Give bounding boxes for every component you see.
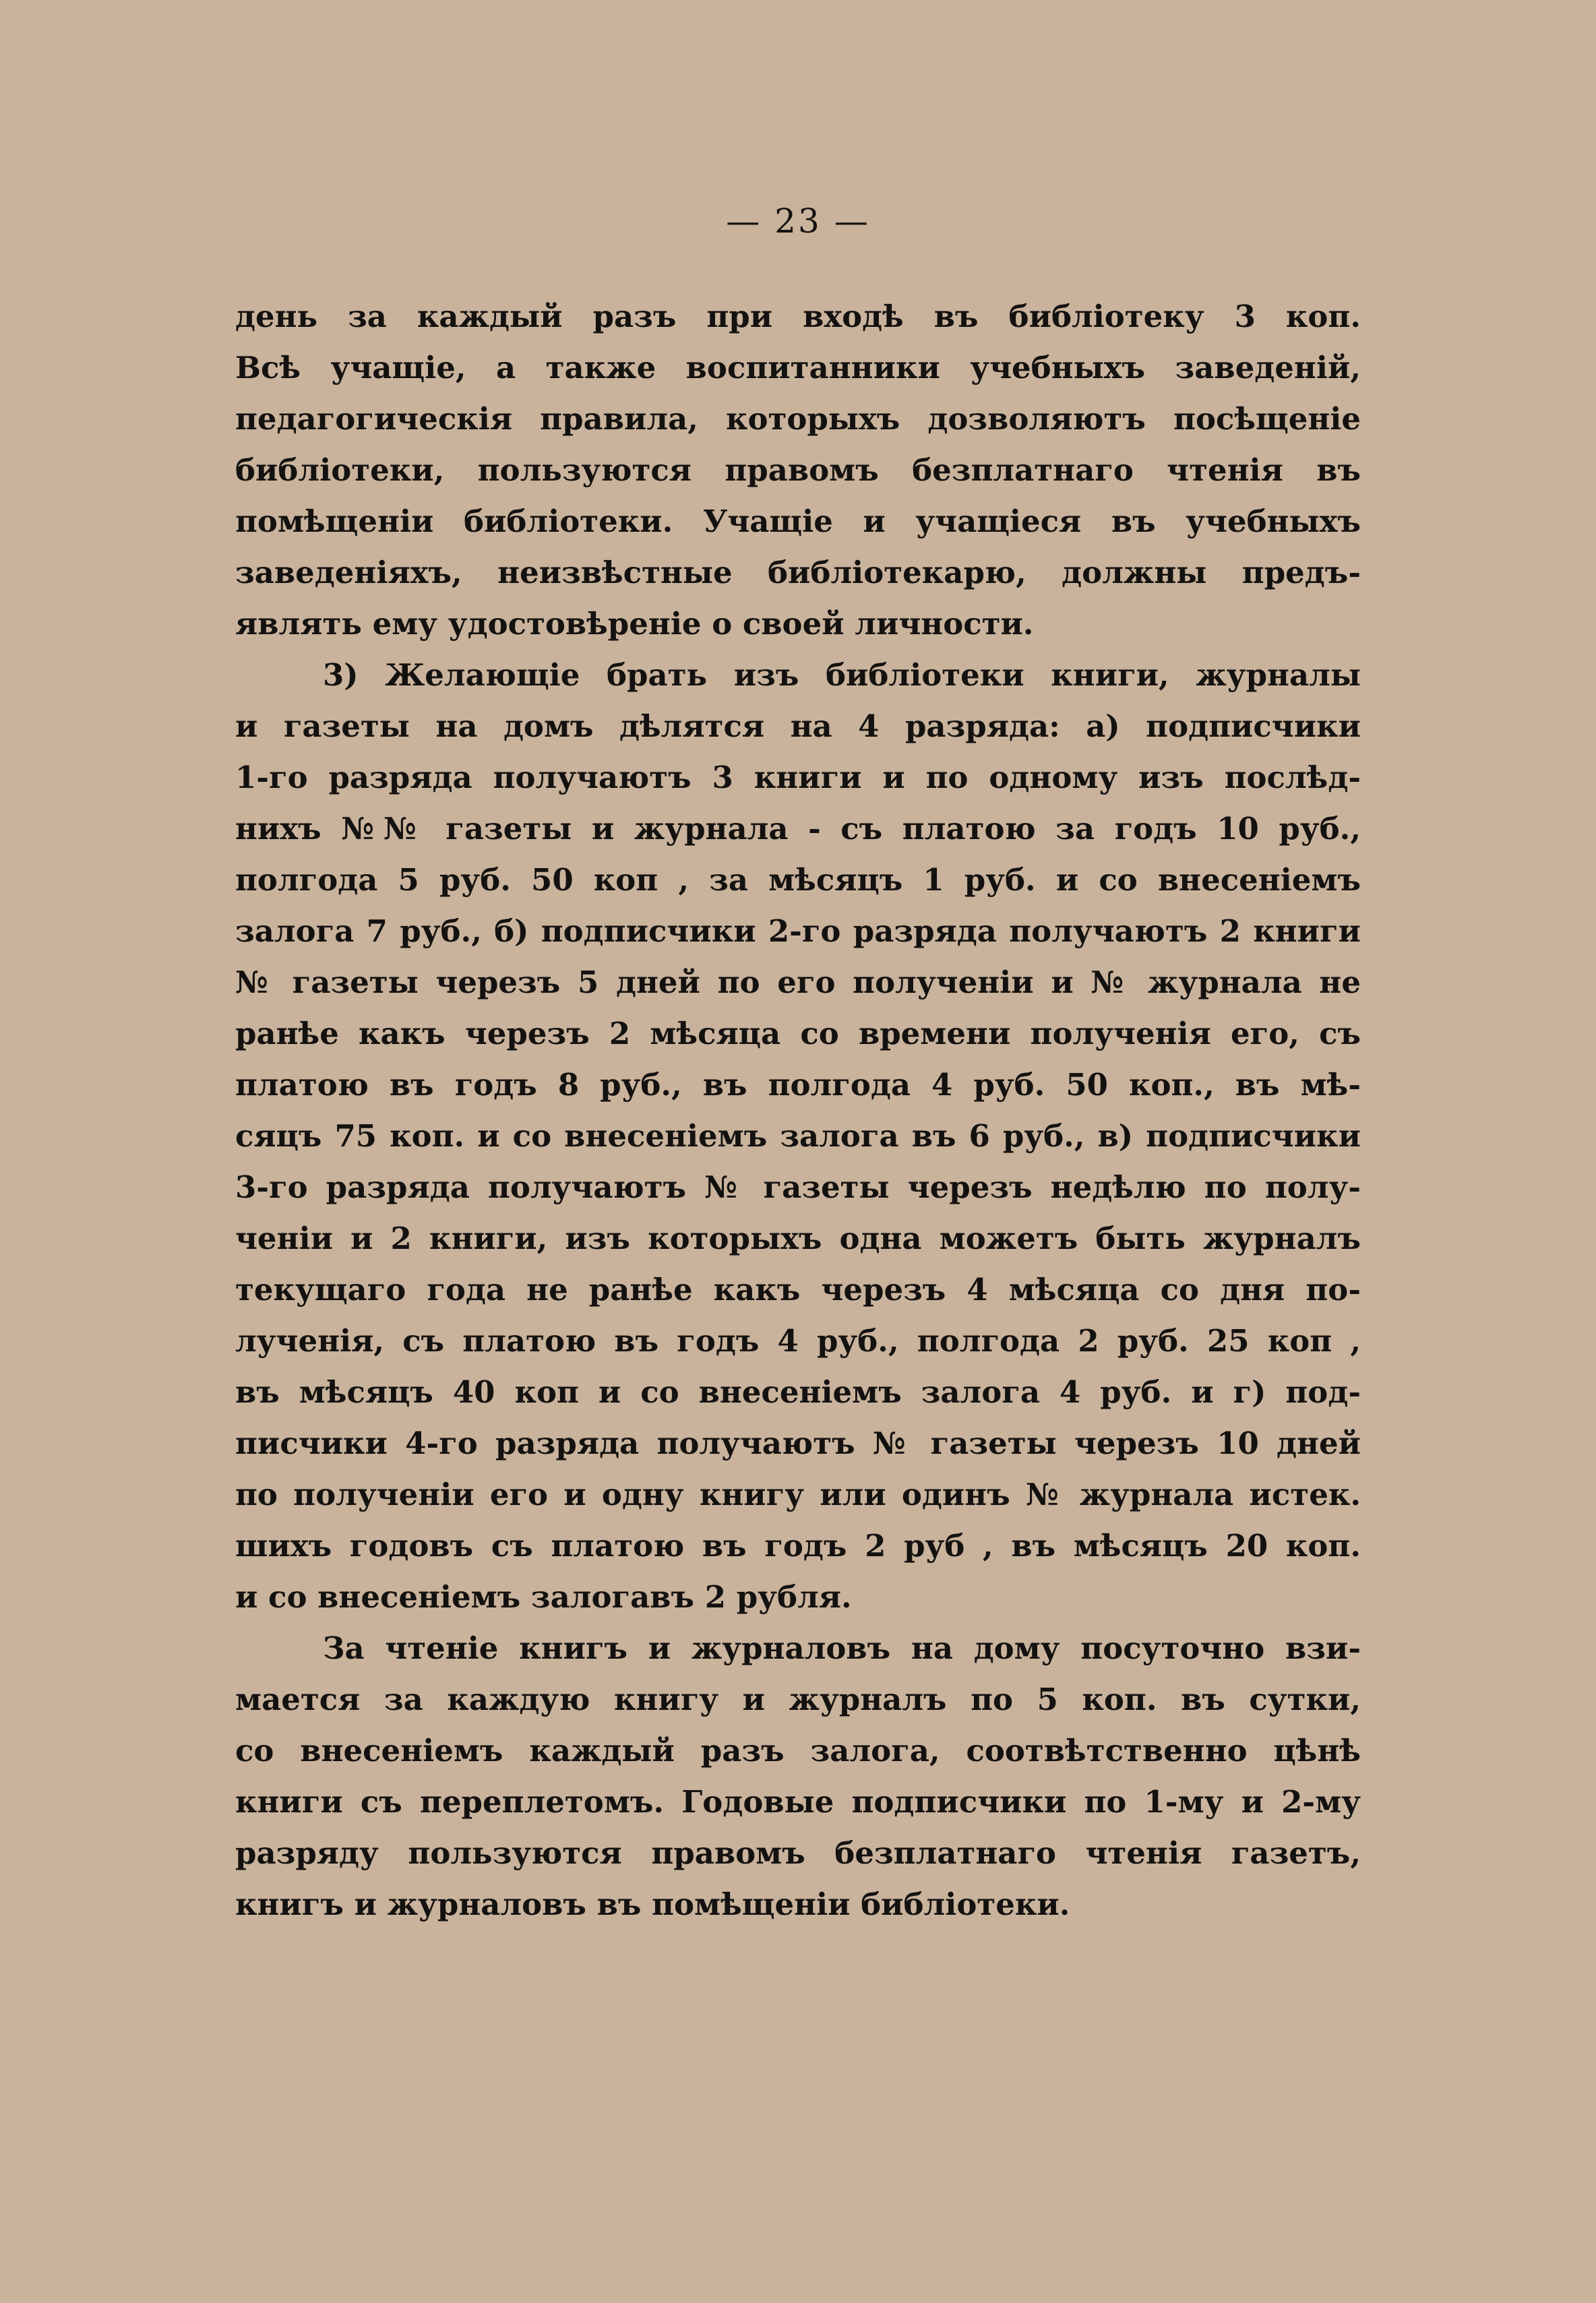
text-line: и со внесеніемъ залогавъ 2 рубля.: [235, 1579, 852, 1615]
text-line: помѣщеніи библіотеки. Учащіе и учащіеся въ учебныхъ: [235, 503, 1361, 539]
text-line: и газеты на домъ дѣлятся на 4 разряда: а) подписчики: [235, 708, 1361, 744]
paragraph-2: [235, 650, 1361, 1623]
text-line: книги съ переплетомъ. Годовые подписчики по 1-му и 2-му: [235, 1784, 1361, 1820]
text-line: являть ему удостовѣреніе о своей личности.: [235, 606, 1034, 642]
text-line: платою въ годъ 8 руб., въ полгода 4 руб. 50 коп., въ мѣ-: [235, 1067, 1361, 1103]
text-line: со внесеніемъ каждый разъ залога, соотвѣтственно цѣнѣ: [235, 1733, 1361, 1769]
text-line: залога 7 руб., б) подписчики 2-го разряда получаютъ 2 книги: [235, 913, 1361, 949]
body-text: [235, 291, 1361, 1930]
text-line: текущаго года не ранѣе какъ черезъ 4 мѣсяца со дня по-: [235, 1272, 1361, 1308]
text-line: лученія, съ платою въ годъ 4 руб., полгода 2 руб. 25 коп ,: [235, 1323, 1361, 1359]
text-line: 3) Желающіе брать изъ библіотеки книги, журналы: [323, 657, 1361, 693]
text-line: разряду пользуются правомъ безплатнаго чтенія газетъ,: [235, 1835, 1361, 1871]
text-line: заведеніяхъ, неизвѣстные библіотекарю, должны предъ-: [235, 555, 1361, 590]
text-line: 3-го разряда получаютъ № газеты черезъ недѣлю по полу-: [235, 1169, 1361, 1205]
text-line: сяцъ 75 коп. и со внесеніемъ залога въ 6 руб., в) подписчики: [235, 1118, 1361, 1154]
text-line: педагогическія правила, которыхъ дозволяютъ посѣщеніе: [235, 401, 1361, 437]
text-line: въ мѣсяцъ 40 коп и со внесеніемъ залога 4 руб. и г) под-: [235, 1374, 1361, 1410]
text-line: книгъ и журналовъ въ помѣщеніи библіотеки.: [235, 1886, 1070, 1922]
text-line: № газеты черезъ 5 дней по его полученіи и № журнала не: [235, 964, 1361, 1000]
text-line: 1-го разряда получаютъ 3 книги и по одному изъ послѣд-: [235, 760, 1361, 795]
text-line: полгода 5 руб. 50 коп , за мѣсяцъ 1 руб. и со внесеніемъ: [235, 862, 1361, 898]
text-line: ченіи и 2 книги, изъ которыхъ одна можетъ быть журналъ: [235, 1221, 1361, 1256]
text-line: мается за каждую книгу и журналъ по 5 коп. въ сутки,: [235, 1682, 1361, 1717]
text-line: За чтеніе книгъ и журналовъ на дому посуточно взи-: [323, 1630, 1361, 1666]
page-number: — 23 —: [726, 202, 870, 241]
text-line: ранѣе какъ черезъ 2 мѣсяца со времени полученія его, съ: [235, 1016, 1361, 1051]
text-line: писчики 4-го разряда получаютъ № газеты черезъ 10 дней: [235, 1425, 1361, 1461]
text-line: Всѣ учащіе, а также воспитанники учебныхъ заведеній,: [235, 350, 1361, 386]
text-line: нихъ №№ газеты и журнала - съ платою за годъ 10 руб.,: [235, 811, 1361, 847]
paragraph-1: [235, 291, 1361, 650]
paragraph-3: [235, 1623, 1361, 1930]
text-line: библіотеки, пользуются правомъ безплатнаго чтенія въ: [235, 452, 1361, 488]
text-line: шихъ годовъ съ платою въ годъ 2 руб , въ мѣсяцъ 20 коп.: [235, 1528, 1361, 1564]
text-line: день за каждый разъ при входѣ въ библіотеку 3 коп.: [235, 299, 1361, 334]
text-line: по полученіи его и одну книгу или одинъ № журнала истек.: [235, 1477, 1361, 1512]
